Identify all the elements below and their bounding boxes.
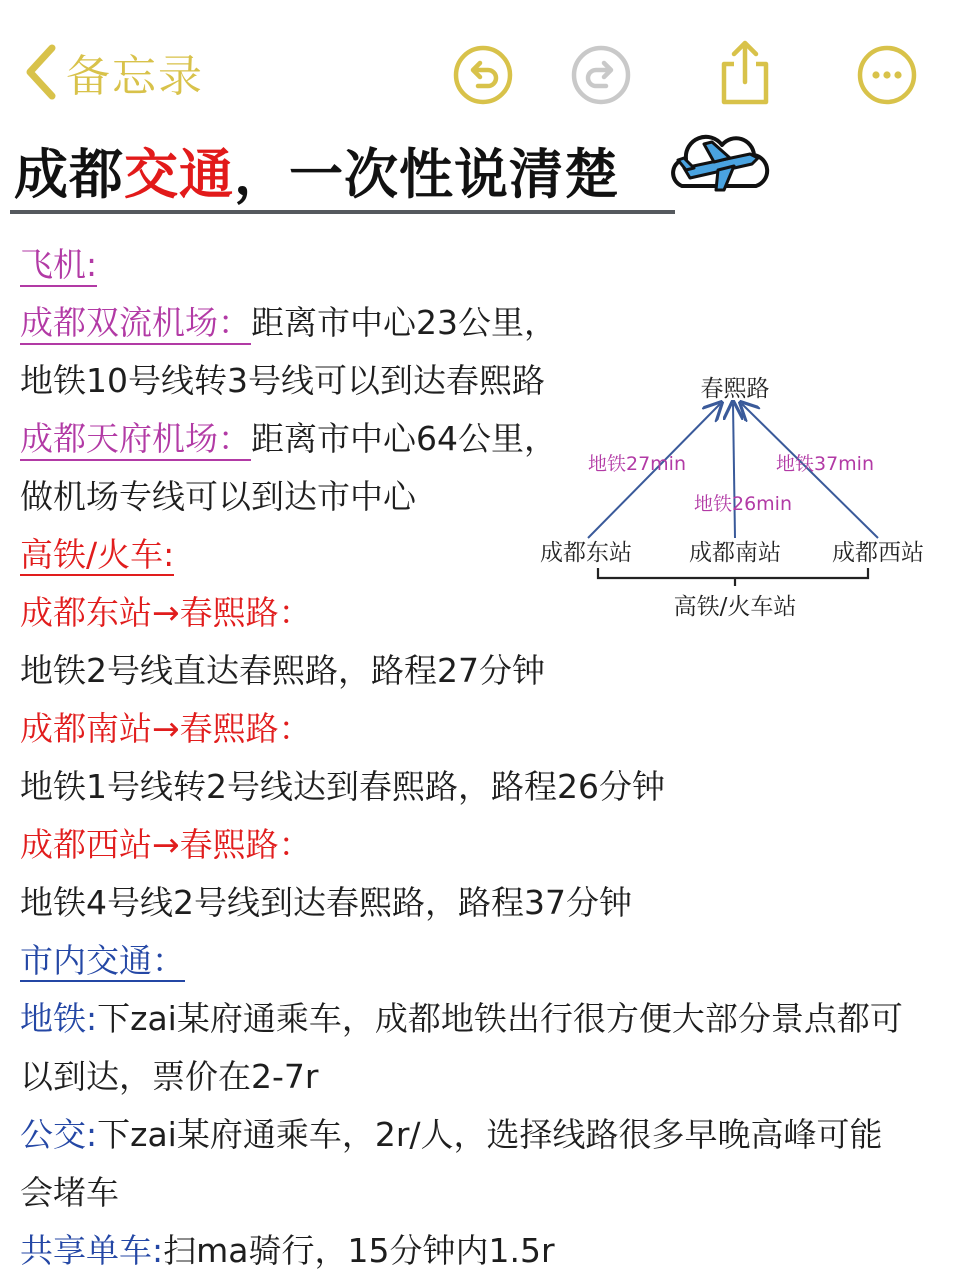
arrow-south [733,404,735,538]
west-time-label: 地铁37min [776,453,875,475]
shuangliu-text: 距离市中心23公里， [251,303,557,342]
east-label: 成都东站→春熙路： [20,593,312,632]
metro-line-2 [20,1048,950,1106]
note-title [14,132,774,216]
back-button[interactable] [22,40,204,104]
shuangliu-label: 成都双流机场： [20,303,251,345]
plane-heading: 飞机: [20,245,97,287]
tianfu-route: 做机场专线可以到达市中心 [20,477,416,516]
title-part: 成都 [14,143,124,206]
west-text-line [20,874,950,932]
tianfu-text: 距离市中心64公里， [251,419,557,458]
east-station-label: 成都东站 [540,540,632,566]
south-text-line [20,758,950,816]
bus-line-2 [20,1164,950,1222]
chevron-left-icon [22,42,58,102]
south-time-label: 地铁26min [694,493,793,515]
train-heading: 高铁/火车: [20,535,175,574]
diagram-top-label: 春熙路 [700,376,770,402]
bus-text-2: 会堵车 [20,1173,119,1212]
west-label-line [20,816,950,874]
east-text-line [20,642,950,700]
share-icon[interactable] [716,38,774,108]
city-heading: 市内交通： [20,941,185,980]
shuangliu-line [20,294,950,352]
east-time-label: 地铁27min [588,453,687,475]
south-station-label: 成都南站 [689,540,781,566]
tianfu-label: 成都天府机场： [20,419,251,461]
toolbar [0,0,960,120]
west-station-label: 成都西站 [832,540,924,566]
route-diagram [520,360,950,630]
title-underline [10,210,675,214]
bracket-label: 高铁/火车站 [673,594,797,620]
south-label: 成都南站→春熙路： [20,709,312,748]
airplane-cloud-icon [664,124,774,208]
metro-label: 地铁: [20,999,98,1038]
metro-line [20,990,950,1048]
south-label-line [20,700,950,758]
bike-label: 共享单车: [20,1231,164,1270]
title-part: ，一次性说清楚 [234,143,619,206]
city-heading-line [20,932,950,990]
undo-icon[interactable] [452,44,514,106]
west-label: 成都西站→春熙路： [20,825,312,864]
back-label: 备忘录 [66,51,204,102]
bus-line [20,1106,950,1164]
bike-line [20,1222,950,1280]
east-text: 地铁2号线直达春熙路，路程27分钟 [20,651,545,690]
redo-icon[interactable] [570,44,632,106]
west-text: 地铁4号线2号线到达春熙路，路程37分钟 [20,883,632,922]
south-text: 地铁1号线转2号线达到春熙路，路程26分钟 [20,767,665,806]
more-icon[interactable] [856,44,918,106]
title-highlight: 交通 [124,143,234,206]
plane-heading-line [20,236,950,294]
shuangliu-route: 地铁10号线转3号线可以到达春熙路 [20,361,545,400]
metro-text-2: 以到达，票价在2-7r [20,1057,319,1096]
metro-text: 下zai某府通乘车，成都地铁出行很方便大部分景点都可 [97,999,903,1038]
station-bracket [598,568,868,586]
bus-label: 公交: [20,1115,98,1154]
bike-text: 扫ma骑行，15分钟内1.5r [163,1231,555,1270]
bus-text: 下zai某府通乘车，2r/人，选择线路很多早晚高峰可能 [97,1115,883,1154]
